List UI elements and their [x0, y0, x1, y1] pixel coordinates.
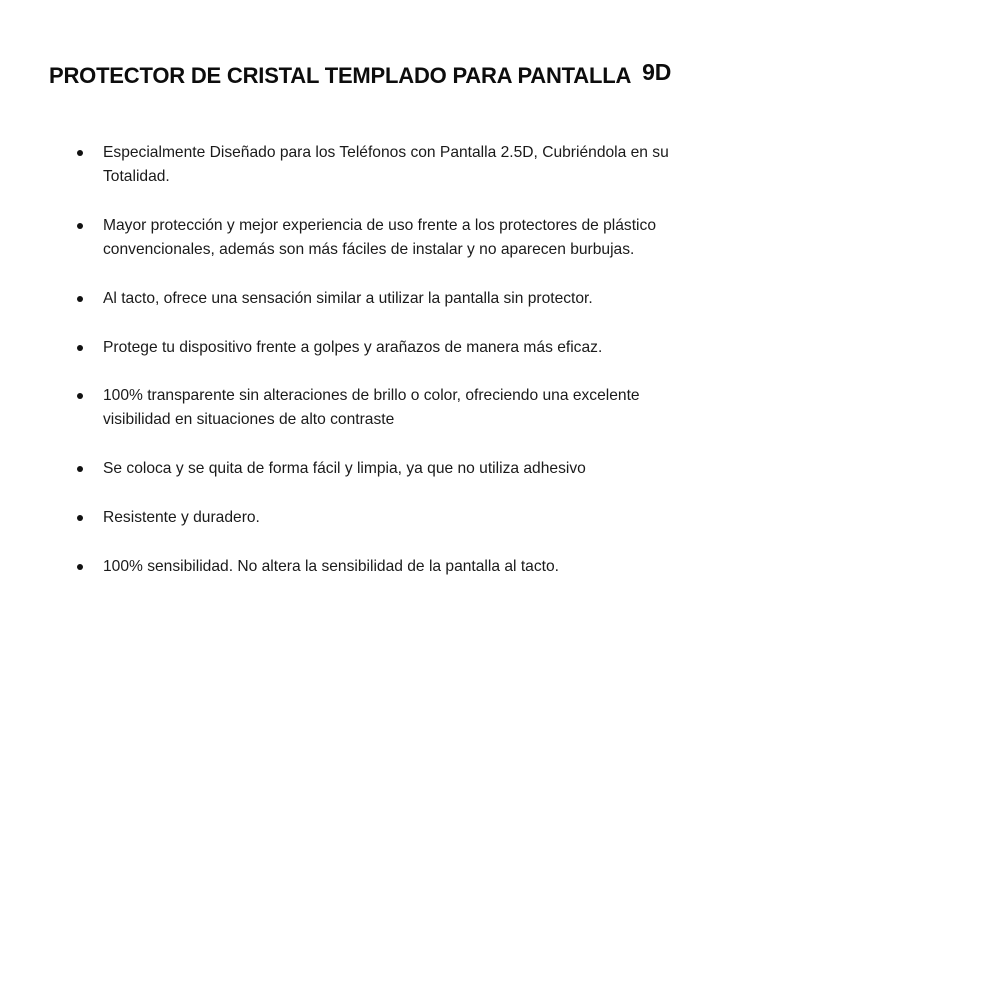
bullet-icon [77, 150, 83, 156]
document-title-text: PROTECTOR DE CRISTAL TEMPLADO PARA PANTALLA [49, 63, 632, 88]
feature-text: 100% sensibilidad. No altera la sensibilidad de la pantalla al tacto. [103, 557, 559, 575]
feature-item [0, 555, 720, 579]
bullet-icon [77, 515, 83, 521]
feature-item [0, 336, 720, 360]
feature-text: Mayor protección y mejor experiencia de uso frente a los protectores de plástico convencionales, además son más fáciles de instalar y no aparecen burbujas. [103, 216, 656, 259]
bullet-icon [77, 564, 83, 570]
bullet-icon [77, 345, 83, 351]
feature-text: Al tacto, ofrece una sensación similar a utilizar la pantalla sin protector. [103, 289, 593, 307]
document-title-suffix: 9D [642, 59, 672, 85]
feature-list [0, 141, 720, 579]
feature-text: Protege tu dispositivo frente a golpes y arañazos de manera más eficaz. [103, 338, 603, 356]
feature-text: 100% transparente sin alteraciones de brillo o color, ofreciendo una excelente visibilidad en situaciones de alto contraste [103, 387, 640, 429]
feature-item [0, 287, 720, 311]
feature-text: Especialmente Diseñado para los Teléfonos con Pantalla 2.5D, Cubriéndola en su Totalidad. [103, 144, 669, 186]
feature-item [0, 141, 720, 189]
feature-item [0, 506, 720, 530]
bullet-icon [77, 296, 83, 302]
feature-text: Resistente y duradero. [103, 508, 260, 526]
bullet-icon [77, 466, 83, 472]
document-title [49, 59, 672, 89]
bullet-icon [77, 223, 83, 229]
feature-item [0, 214, 720, 262]
feature-item [0, 457, 720, 481]
feature-text: Se coloca y se quita de forma fácil y limpia, ya que no utiliza adhesivo [103, 460, 586, 478]
feature-item [0, 384, 720, 432]
bullet-icon [77, 393, 83, 399]
